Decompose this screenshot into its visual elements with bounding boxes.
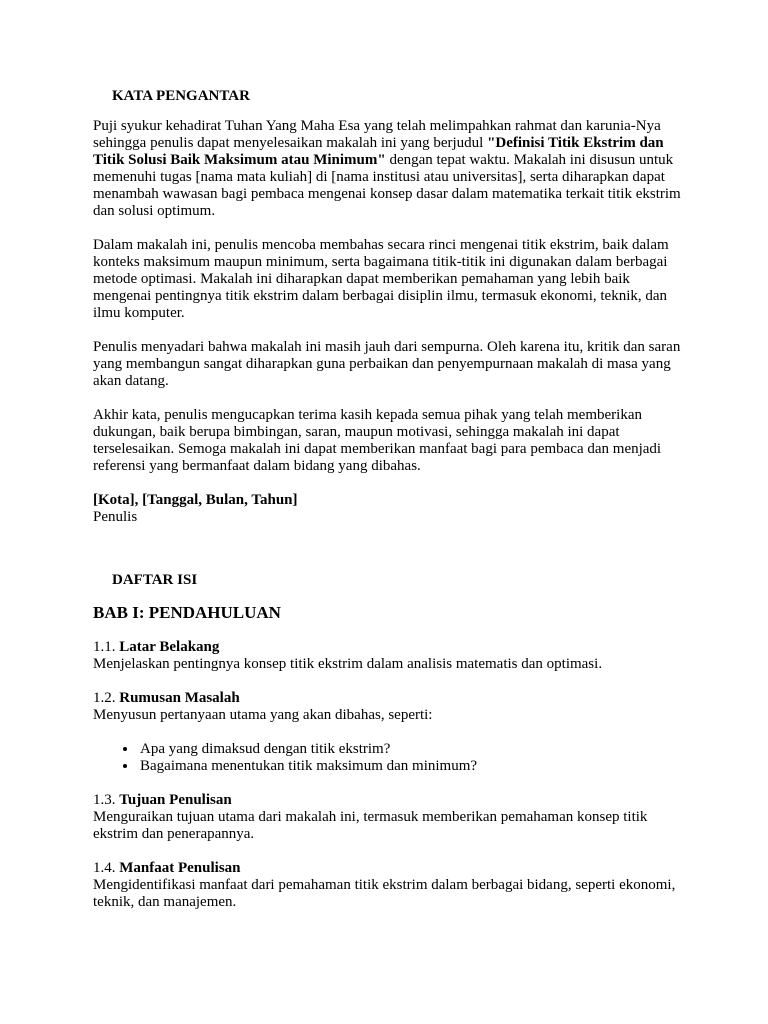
preface-paragraph-2: Dalam makalah ini, penulis mencoba membahas secara rinci mengenai titik ekstrim, baik dalam konteks maksimum maupun minimum, serta bagaimana titik-titik ini digunakan dalam berbagai metode optimasi. Makalah ini diharapkan dapat memberikan pemahaman yang lebih baik mengenai pentingnya titik ekstrim dalam berbagai disiplin ilmu, termasuk ekonomi, teknik, dan ilmu komputer. <box>93 237 669 321</box>
section-1-4 <box>93 860 683 911</box>
place-date: [Kota], [Tanggal, Bulan, Tahun] <box>93 492 298 508</box>
section-1-1 <box>93 639 683 673</box>
section-1-3-desc: Menguraikan tujuan utama dari makalah ini, termasuk memberikan pemahaman konsep titik ekstrim dan penerapannya. <box>93 809 648 842</box>
document-content <box>93 88 683 928</box>
signature: Penulis <box>93 509 138 525</box>
list-item: • Bagaimana menentukan titik maksimum dan minimum? <box>138 758 683 775</box>
section-1-1-desc: Menjelaskan pentingnya konsep titik ekstrim dalam analisis matematis dan optimasi. <box>93 656 603 672</box>
daftar-isi-heading: DAFTAR ISI <box>112 572 198 588</box>
section-1-4-desc: Mengidentifikasi manfaat dari pemahaman titik ekstrim dalam berbagai bidang, seperti ekonomi, teknik, dan manajemen. <box>93 877 676 910</box>
section-title: Latar Belakang <box>119 639 220 655</box>
bab-1-heading: BAB I: PENDAHULUAN <box>93 603 281 622</box>
section-title: Manfaat Penulisan <box>119 860 241 876</box>
preface-p1-text-b: dengan tepat waktu. Makalah ini disusun untuk memenuhi tugas [nama mata kuliah] di [nama institusi atau universitas], serta diharapkan dapat menambah wawasan bagi pembaca mengenai konsep dasar dalam matematika terkait titik ekstrim dan solusi optimum. <box>93 152 681 219</box>
preface-paragraph-4: Akhir kata, penulis mengucapkan terima kasih kepada semua pihak yang telah memberikan dukungan, baik berupa bimbingan, saran, maupun motivasi, sehingga makalah ini dapat terselesaikan. Semoga makalah ini dapat memberikan manfaat bagi para pembaca dan menjadi referensi yang bermanfaat dalam bidang yang dibahas. <box>93 407 662 474</box>
section-spacer <box>93 526 683 572</box>
section-1-3 <box>93 792 683 843</box>
section-1-4-title <box>93 860 683 877</box>
section-number: 1.4. <box>93 860 120 876</box>
kata-pengantar-heading: KATA PENGANTAR <box>112 88 250 104</box>
section-1-2-desc: Menyusun pertanyaan utama yang akan dibahas, seperti: <box>93 707 433 723</box>
preface-paragraph-3: Penulis menyadari bahwa makalah ini masih jauh dari sempurna. Oleh karena itu, kritik dan saran yang membangun sangat diharapkan guna perbaikan dan penyempurnaan makalah di masa yang akan datang. <box>93 339 681 389</box>
section-1-2 <box>93 690 683 724</box>
preface-p1-title-bold: "Definisi Titik Ekstrim dan Titik Solusi Baik Maksimum atau Minimum" <box>93 135 664 168</box>
section-title: Rumusan Masalah <box>119 690 240 706</box>
question-list <box>93 741 683 775</box>
preface-paragraph-1 <box>93 118 683 220</box>
section-1-3-title <box>93 792 683 809</box>
section-number: 1.1. <box>93 639 120 655</box>
section-1-2-title <box>93 690 683 707</box>
section-1-1-title <box>93 639 683 656</box>
list-item: • Apa yang dimaksud dengan titik ekstrim? <box>138 741 683 758</box>
preface-p1-text-a: Puji syukur kehadirat Tuhan Yang Maha Esa yang telah melimpahkan rahmat dan karunia-Nya sehingga penulis dapat menyelesaikan makalah ini yang berjudul <box>93 118 661 151</box>
section-number: 1.2. <box>93 690 120 706</box>
section-number: 1.3. <box>93 792 120 808</box>
section-title: Tujuan Penulisan <box>119 792 232 808</box>
